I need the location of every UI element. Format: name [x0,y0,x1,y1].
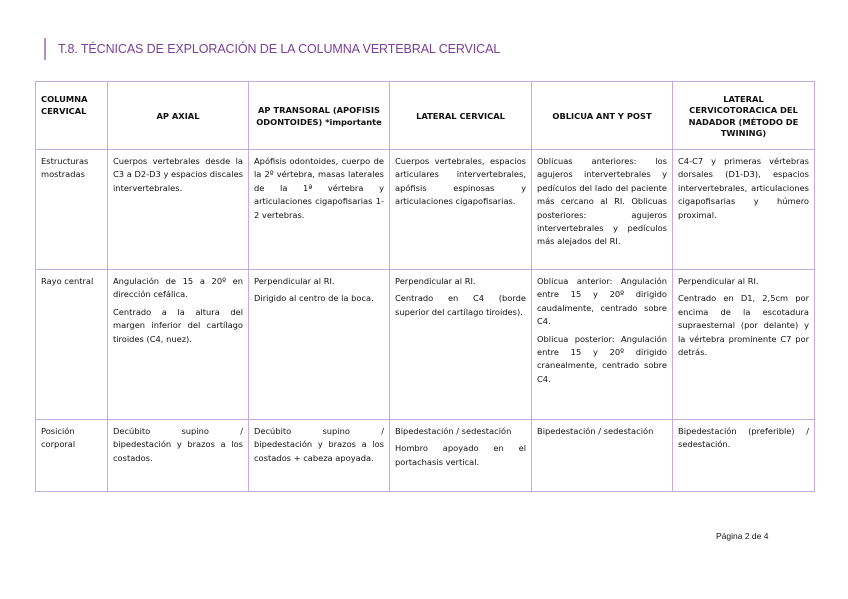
cell-text: Cuerpos vertebrales desde la C3 a D2-D3 y espacios discales intervertebrales. [113,156,243,193]
row-label: Rayo central [36,270,108,420]
table-cell [108,270,249,420]
table-cell [108,150,249,270]
table-cell [532,270,673,420]
table-cell [673,150,815,270]
table-cell [673,270,815,420]
cell-text: Angulación de 15 a 20º en dirección cefálica. [113,276,243,300]
table-row [36,270,815,420]
cell-text: Perpendicular al RI. [254,276,335,286]
table-cell [249,150,390,270]
header-cell: LATERAL CERVICAL [390,82,532,150]
cell-text: Hombro apoyado en el portachasis vertical. [395,443,526,467]
cell-text: Oblicua posterior: Angulación entre 15 y 20º dirigido cranealmente, centrado sobre C4. [537,333,667,384]
cell-text: Oblicua anterior: Angulación entre 15 y 20º dirigido caudalmente, centrado sobre C4. [537,276,667,327]
cell-text: Oblicuas anteriores: los agujeros intervertebrales y pedículos del lado del paciente más cercano al RI. Oblicuas posteriores: agujeros intervertebrales y pedículos más alejados del RI. [537,156,667,247]
cell-text: Centrado a la altura del margen inferior del cartílago tiroides (C4, nuez). [113,306,243,344]
cell-text: Decúbito supino / bipedestación y brazos a los costados. [113,426,243,463]
cell-text: Decúbito supino / bipedestación y brazos a los costados + cabeza apoyada. [254,426,384,463]
title-bar [44,38,500,60]
techniques-table [35,81,815,492]
cell-text: Perpendicular al RI. [678,276,759,286]
row-label: Posición corporal [36,420,108,492]
header-cell: OBLICUA ANT Y POST [532,82,673,150]
cell-text: Apófisis odontoides, cuerpo de la 2º vértebra, masas laterales de la 1ª vértebra y articulaciones cigapofisarias 1-2 vertebras. [254,156,384,220]
cell-text: Perpendicular al RI. [395,276,476,286]
cell-text: Centrado en C4 (borde superior del cartílago tiroides). [395,293,526,317]
header-cell: AP TRANSORAL (APOFISIS ODONTOIDES) *importante [249,82,390,150]
header-cell: LATERAL CERVICOTORACICA DEL NADADOR (MÉTODO DE TWINING) [673,82,815,150]
table-cell [532,150,673,270]
table-cell [249,270,390,420]
table-cell [390,150,532,270]
table-cell [673,420,815,492]
cell-text: Bipedestación (preferible) / sedestación. [678,426,809,450]
header-cell: COLUMNA CERVICAL [36,82,108,150]
cell-text: Bipedestación / sedestación [537,426,654,436]
table-cell [108,420,249,492]
table-row [36,150,815,270]
cell-text: Bipedestación / sedestación [395,426,512,436]
table-cell [390,270,532,420]
table-row [36,420,815,492]
header-cell: AP AXIAL [108,82,249,150]
cell-text: Centrado en D1, 2,5cm por encima de la escotadura supraesternal (por delante) y la vértebra prominente C7 por detrás. [678,293,809,358]
page-title: T.8. TÉCNICAS DE EXPLORACIÓN DE LA COLUMNA VERTEBRAL CERVICAL [58,42,501,56]
page-number: Página 2 de 4 [716,531,769,541]
cell-text: Dirigido al centro de la boca. [254,293,374,304]
table-cell [532,420,673,492]
cell-text: Cuerpos vertebrales, espacios articulares intervertebrales, apófisis espinosas y articulaciones cigapofisarias. [395,156,526,207]
table-cell [249,420,390,492]
table-cell [390,420,532,492]
row-label: Estructuras mostradas [36,150,108,270]
header-row [36,82,815,150]
cell-text: C4-C7 y primeras vértebras dorsales (D1-D3), espacios intervertebrales, articulaciones cigapofisarias y húmero proximal. [678,156,809,220]
